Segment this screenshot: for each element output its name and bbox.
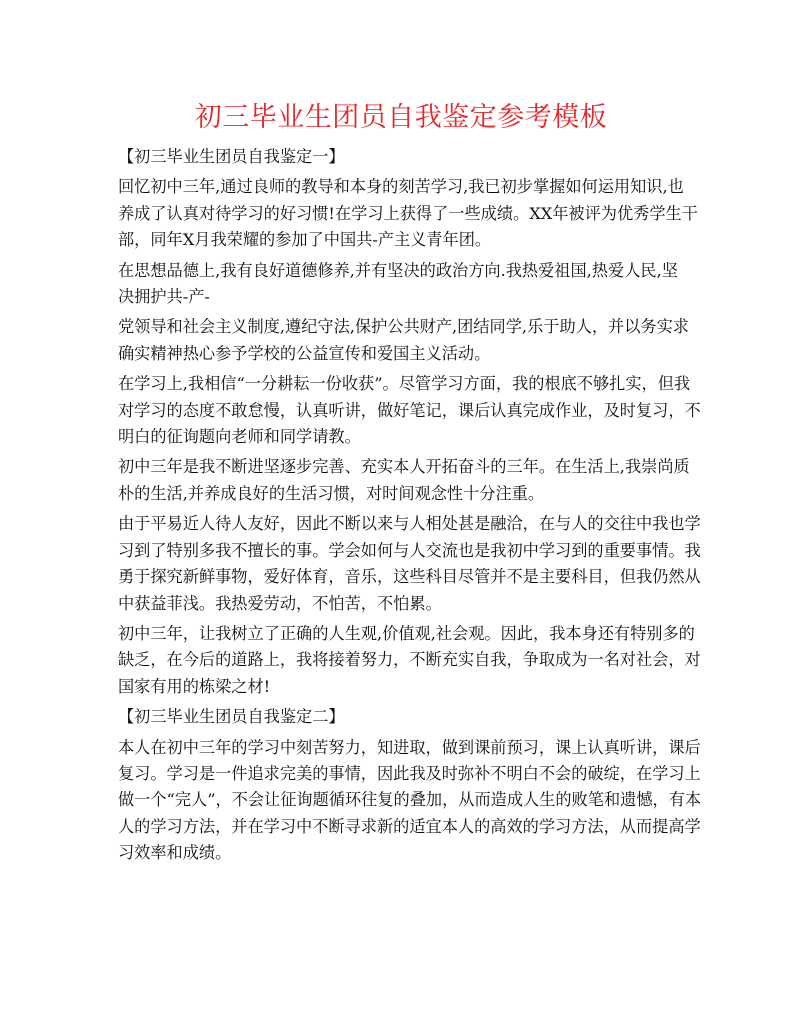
text-line: 缺乏，在今后的道路上，我将接着努力，不断充实自我，争取成为一名对社会，对: [118, 650, 701, 670]
paragraph: [118, 371, 701, 450]
text-line: 回忆初中三年,通过良师的教导和本身的刻苦学习,我已初步掌握如何运用知识,也: [118, 177, 684, 197]
paragraph: [118, 735, 702, 867]
text-line: 养成了认真对待学习的好习惯!在学习上获得了一些成绩。XX年被评为优秀学生干: [118, 203, 698, 223]
text-line: 本人在初中三年的学习中刻苦努力，知进取，做到课前预习，课上认真听讲，课后: [118, 737, 701, 757]
paragraph: [118, 144, 684, 170]
text-line: 由于平易近人待人友好，因此不断以来与人相处甚是融洽，在与人的交往中我也学: [118, 514, 701, 534]
text-line: 复习。学习是一件追求完美的事情，因此我及时弥补不明白不会的破绽，在学习上: [118, 763, 701, 783]
text-line: 确实精神热心参予学校的公益宣传和爱国主义活动。: [118, 343, 491, 363]
paragraph: [118, 621, 701, 700]
text-line: 在学习上,我相信“一分耕耘一份收获”。尽管学习方面，我的根底不够扎实，但我: [118, 374, 691, 394]
paragraph: [118, 454, 690, 507]
text-line: 在思想品德上,我有良好道德修养,并有坚决的政治方向.我热爱祖国,热爱人民,坚: [118, 260, 678, 280]
paragraph: [118, 258, 684, 311]
text-line: 勇于探究新鲜事物，爱好体育，音乐，这些科目尽管并不是主要科目，但我仍然从: [118, 567, 701, 587]
text-line: 习效率和成绩。: [118, 843, 232, 863]
text-line: 习到了特别多我不擅长的事。学会如何与人交流也是我初中学习到的重要事情。我: [118, 540, 701, 560]
text-line: 中获益菲浅。我热爱劳动，不怕苦，不怕累。: [118, 593, 442, 613]
text-line: 朴的生活,并养成良好的生活习惯，对时间观念性十分注重。: [118, 483, 545, 503]
document-title: 初三毕业生团员自我鉴定参考模板: [194, 102, 608, 133]
document-page: [118, 98, 702, 871]
document-body: [118, 144, 702, 867]
text-line: 决拥护共-产-: [118, 287, 210, 307]
paragraph: [118, 511, 701, 617]
paragraph: [118, 704, 684, 730]
text-line: 【初三毕业生团员自我鉴定二】: [118, 707, 345, 727]
text-line: 初中三年是我不断进坚逐步完善、充实本人开拓奋斗的三年。在生活上,我崇尚质: [118, 457, 690, 477]
text-line: 人的学习方法，并在学习中不断寻求新的适宜本人的高效的学习方法，从而提高学: [118, 816, 701, 836]
text-line: 初中三年，让我树立了正确的人生观,价值观,社会观。因此，我本身还有特别多的: [118, 623, 695, 643]
text-line: 党领导和社会主义制度,遵纪守法,保护公共财产,团结同学,乐于助人，并以务实求: [118, 317, 689, 337]
text-line: 明白的征询题向老师和同学请教。: [118, 427, 361, 447]
text-line: 部，同年X月我荣耀的参加了中国共-产主义青年团。: [118, 230, 492, 250]
text-line: 【初三毕业生团员自我鉴定一】: [118, 147, 345, 166]
paragraph: [118, 174, 698, 253]
text-line: 对学习的态度不敢怠慢，认真听讲，做好笔记，课后认真完成作业，及时复习，不: [118, 400, 701, 420]
text-line: 国家有用的栋梁之材!: [118, 676, 271, 696]
paragraph: [118, 314, 689, 367]
text-line: 做一个“完人”，不会让征询题循环往复的叠加，从而造成人生的败笔和遗憾，有本: [118, 790, 702, 810]
